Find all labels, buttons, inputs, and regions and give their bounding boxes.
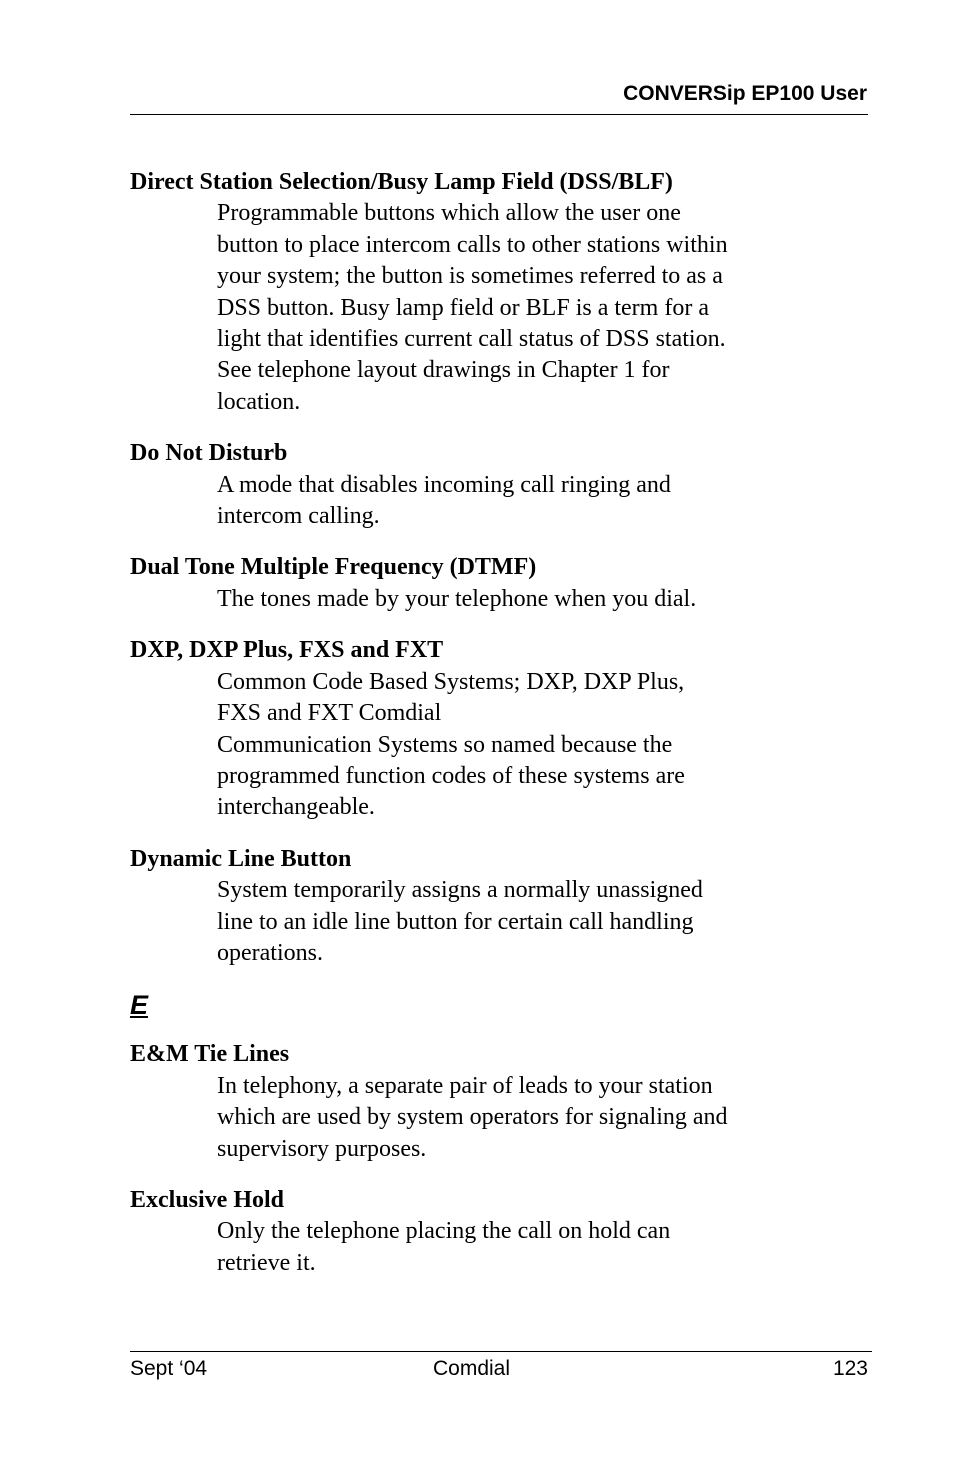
glossary-definition <box>130 470 787 533</box>
definition-line: FXS and FXT Comdial <box>217 700 442 727</box>
footer-company: Comdial <box>433 1357 511 1380</box>
definition-line: operations. <box>217 939 323 966</box>
glossary-definition <box>130 584 787 615</box>
glossary-definition <box>130 198 787 418</box>
definition-line: programmed function codes of these systems are <box>217 762 685 789</box>
section-heading-e: E <box>130 990 149 1021</box>
definition-line: DSS button. Busy lamp field or BLF is a term for a <box>217 294 709 321</box>
glossary-term: DXP, DXP Plus, FXS and FXT <box>130 637 444 664</box>
glossary-definition <box>130 1216 787 1279</box>
glossary-term: Dual Tone Multiple Frequency (DTMF) <box>130 554 537 581</box>
definition-line: intercom calling. <box>217 503 380 530</box>
glossary-entry-do-not-disturb <box>130 438 830 532</box>
glossary-entry-dtmf <box>130 552 830 615</box>
definition-line: System temporarily assigns a normally unassigned <box>217 877 703 904</box>
glossary-content <box>130 167 830 1299</box>
definition-line: location. <box>217 388 301 415</box>
footer-divider <box>130 1351 872 1352</box>
header-divider <box>130 114 868 115</box>
definition-line: retrieve it. <box>217 1249 316 1276</box>
glossary-entry-exclusive-hold <box>130 1185 830 1279</box>
definition-line: Programmable buttons which allow the user one <box>217 200 681 227</box>
definition-line: light that identifies current call status of DSS station. <box>217 326 726 353</box>
definition-line: line to an idle line button for certain call handling <box>217 908 694 935</box>
definition-line: interchangeable. <box>217 794 375 821</box>
glossary-definition <box>130 667 787 824</box>
definition-line: In telephony, a separate pair of leads to your station <box>217 1072 713 1099</box>
definition-line: Only the telephone placing the call on hold can <box>217 1218 671 1245</box>
glossary-definition <box>130 875 787 969</box>
definition-line: A mode that disables incoming call ringing and <box>217 471 671 498</box>
glossary-term: Do Not Disturb <box>130 440 288 467</box>
glossary-entry-dss-blf <box>130 167 830 418</box>
definition-line: The tones made by your telephone when you dial. <box>217 585 697 612</box>
glossary-entry-dynamic-line-button <box>130 844 830 970</box>
header-title: CONVERSip EP100 User <box>623 82 867 105</box>
definition-line: which are used by system operators for signaling and <box>217 1104 728 1131</box>
definition-line: your system; the button is sometimes referred to as a <box>217 263 723 290</box>
glossary-entry-dxp <box>130 635 830 823</box>
definition-line: Communication Systems so named because the <box>217 731 673 758</box>
glossary-term: E&M Tie Lines <box>130 1041 290 1068</box>
glossary-definition <box>130 1071 787 1165</box>
definition-line: Common Code Based Systems; DXP, DXP Plus, <box>217 668 685 695</box>
glossary-term: Direct Station Selection/Busy Lamp Field (DSS/BLF) <box>130 169 673 195</box>
definition-line: See telephone layout drawings in Chapter 1 for <box>217 357 670 384</box>
glossary-entry-em-tie-lines <box>130 1039 830 1165</box>
page-number: 123 <box>832 1357 868 1380</box>
definition-line: supervisory purposes. <box>217 1135 427 1162</box>
glossary-term: Dynamic Line Button <box>130 845 352 872</box>
page-footer <box>130 1355 868 1383</box>
definition-line: button to place intercom calls to other stations within <box>217 231 728 258</box>
footer-date: Sept ‘04 <box>130 1357 208 1380</box>
glossary-term: Exclusive Hold <box>130 1186 285 1213</box>
